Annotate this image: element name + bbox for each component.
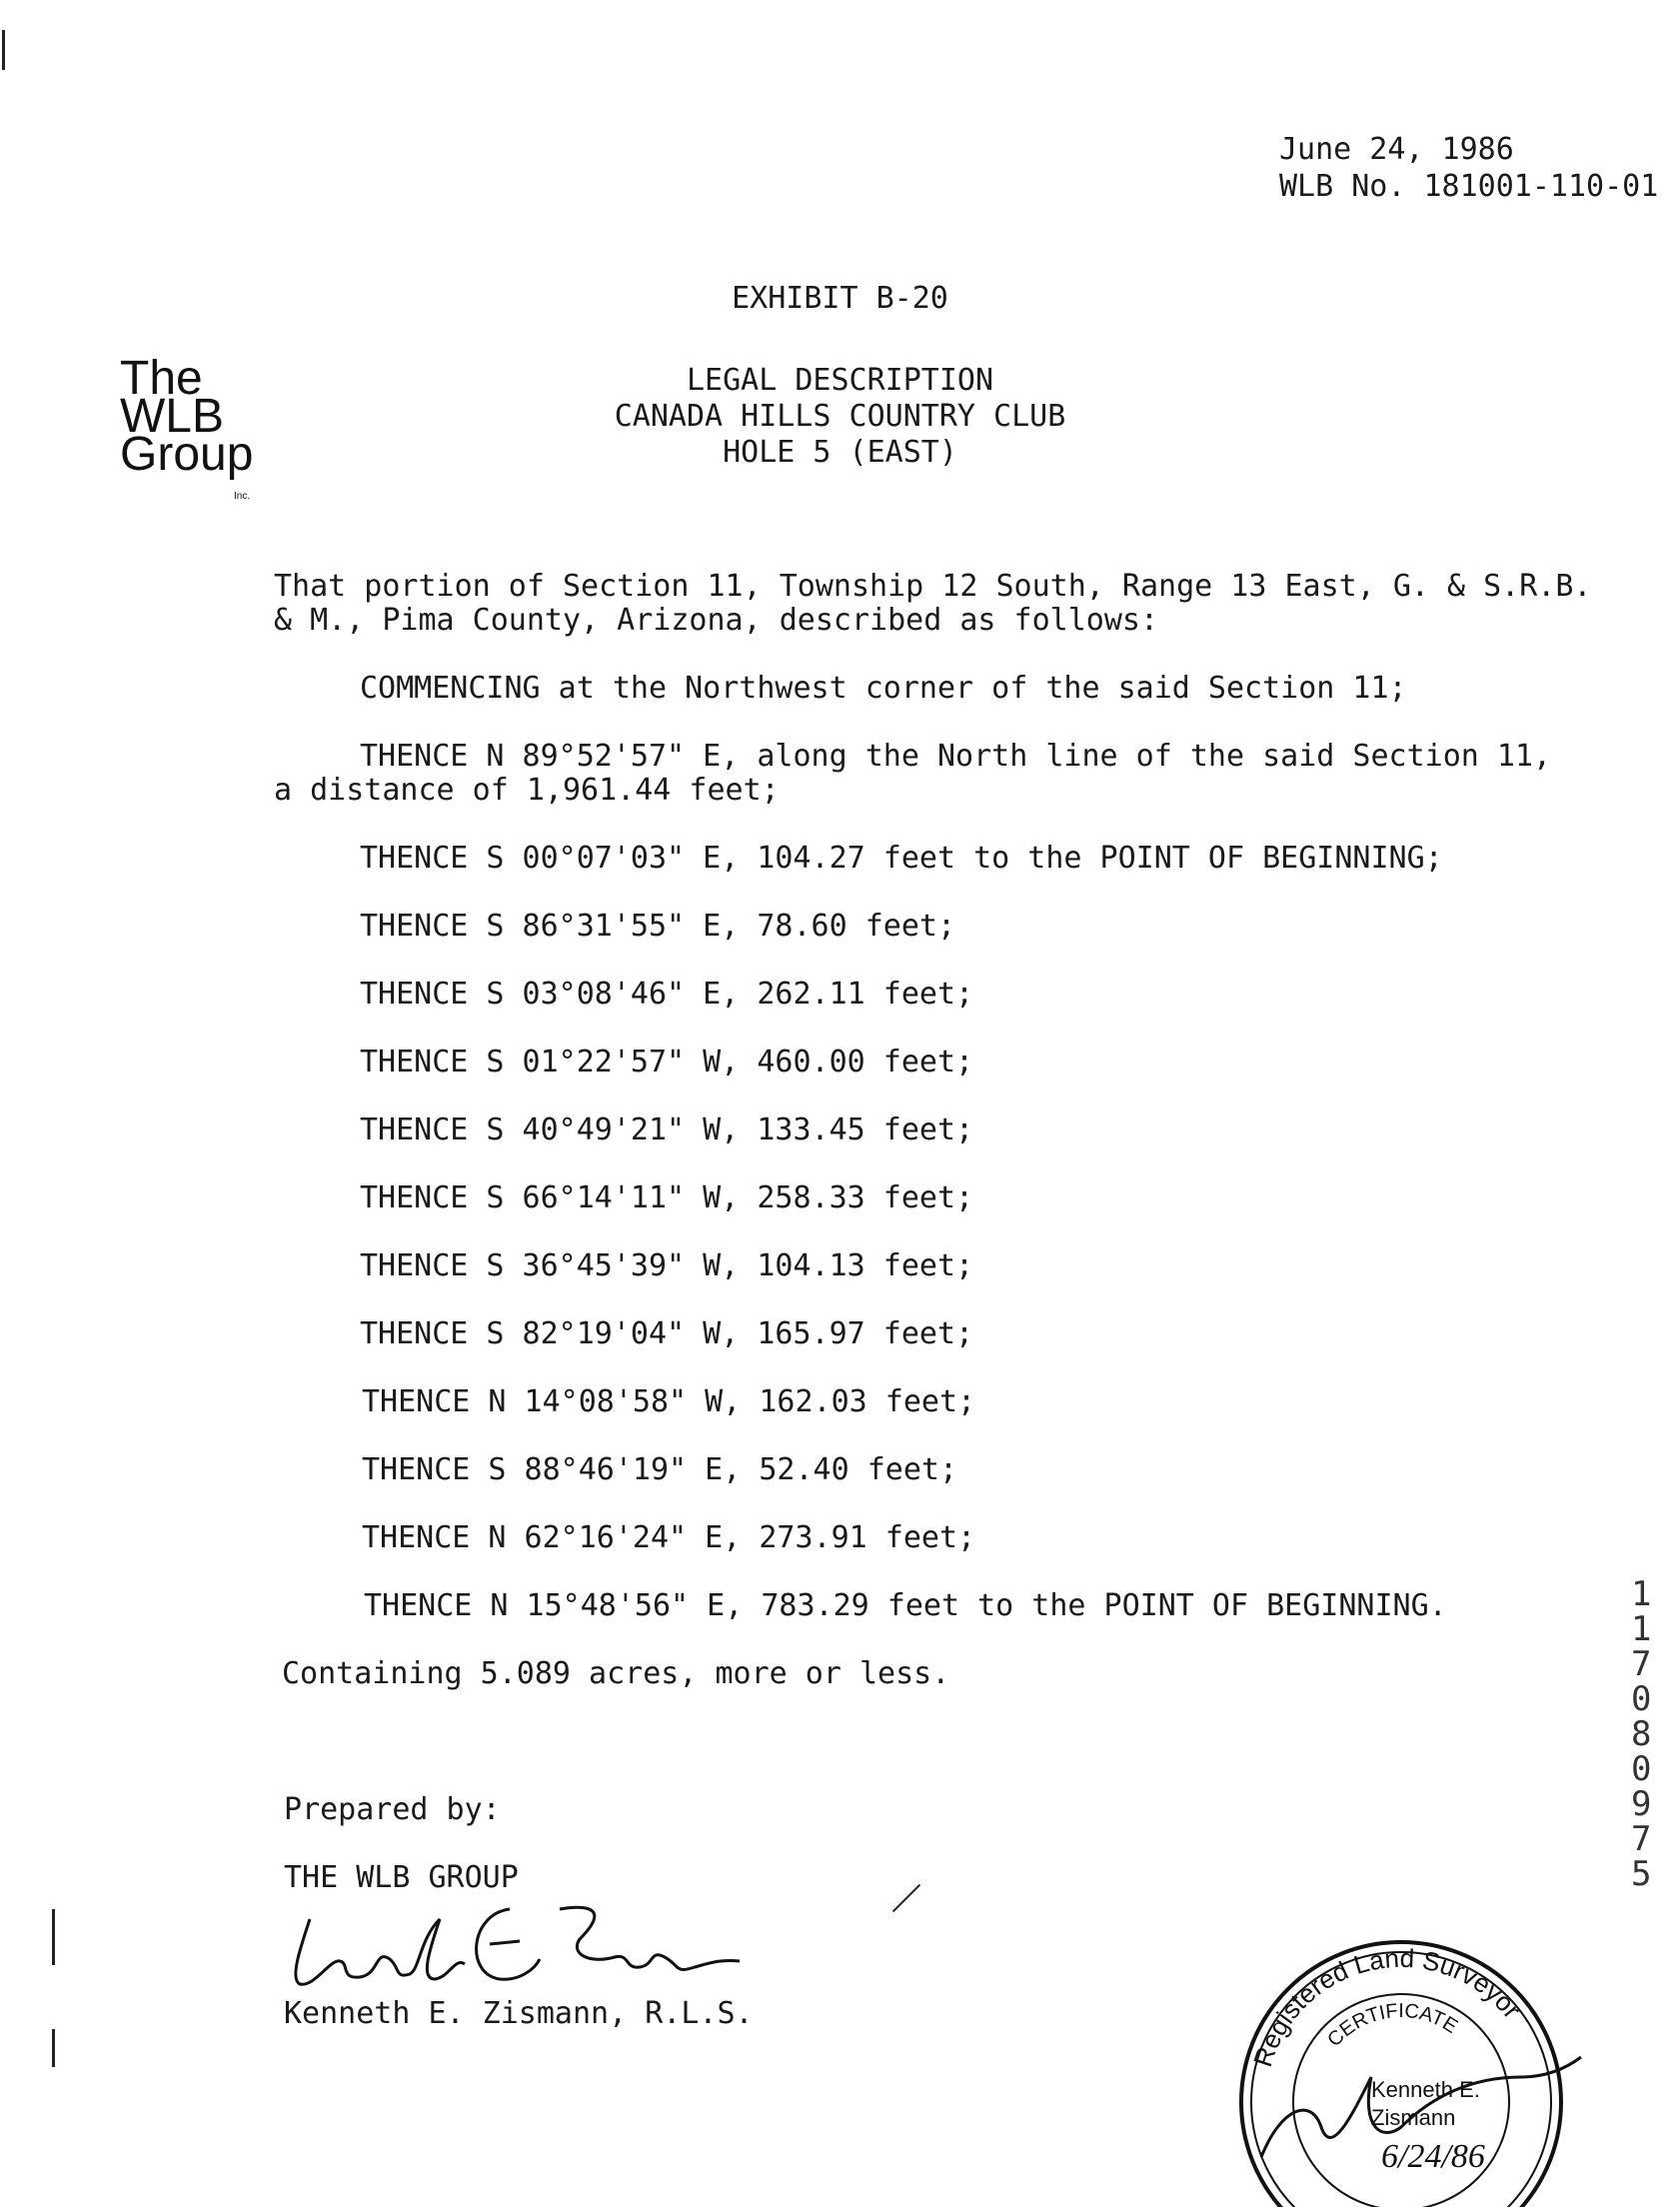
course-line: THENCE S 36°45'39" W, 104.13 feet; [360,1248,974,1283]
thence-first-line-1: THENCE N 89°52'57" E, along the North line of the said Section 11, [360,739,1552,774]
intro-line-1: That portion of Section 11, Township 12 South, Range 13 East, G. & S.R.B. [274,569,1592,604]
seal-date: 6/24/86 [1381,2138,1485,2175]
title-line-3: HOLE 5 (EAST) [723,435,957,470]
exhibit-label: EXHIBIT B-20 [732,281,948,316]
course-line: THENCE S 86°31'55" E, 78.60 feet; [360,909,956,944]
seal-name-1: Kenneth E. [1371,2077,1480,2102]
prepared-by-label: Prepared by: [284,1792,501,1827]
title-line-1: LEGAL DESCRIPTION [686,363,994,398]
course-line: THENCE N 14°08'58" W, 162.03 feet; [362,1384,976,1419]
scan-mark [892,1884,920,1912]
side-digit: 8 [1631,1714,1652,1754]
course-line: THENCE S 01°22'57" W, 460.00 feet; [360,1045,974,1080]
wlb-number: WLB No. 181001-110-01 [1279,169,1659,204]
logo-line-3: Group [120,428,254,481]
side-digit: 0 [1631,1749,1652,1789]
course-line: THENCE S 82°19'04" W, 165.97 feet; [360,1316,974,1351]
scan-mark [52,2029,55,2067]
thence-first-line-2: a distance of 1,961.44 feet; [274,773,780,808]
course-line: THENCE N 15°48'56" E, 783.29 feet to the POINT OF BEGINNING. [364,1588,1447,1623]
course-line: THENCE S 40°49'21" W, 133.45 feet; [360,1112,974,1147]
course-line: THENCE S 88°46'19" E, 52.40 feet; [362,1452,958,1487]
handwritten-signature [270,1879,750,2009]
seal-name-2: Zismann [1371,2105,1456,2130]
side-document-number [1631,1574,1652,1894]
side-digit: 9 [1631,1784,1652,1824]
title-line-2: CANADA HILLS COUNTRY CLUB [614,399,1066,434]
logo-line-2: WLB [120,390,225,443]
intro-line-2: & M., Pima County, Arizona, described as follows: [274,603,1159,638]
side-digit: 7 [1631,1644,1652,1684]
seal-inner-text: CERTIFICATE [1323,1999,1462,2052]
seal-top-text: Registered Land Surveyor [1247,1942,1528,2071]
commencing-paragraph: COMMENCING at the Northwest corner of the said Section 11; [360,671,1407,706]
signer-name: Kenneth E. Zismann, R.L.S. [284,1996,754,2031]
scan-mark [2,30,5,70]
course-line: THENCE N 62°16'24" E, 273.91 feet; [362,1520,976,1555]
course-line: THENCE S 00°07'03" E, 104.27 feet to the POINT OF BEGINNING; [360,841,1443,876]
logo-suffix: Inc. [234,491,251,502]
scan-mark [52,1909,55,1965]
course-line: THENCE S 66°14'11" W, 258.33 feet; [360,1180,974,1215]
side-digit: 0 [1631,1679,1652,1719]
course-line: THENCE S 03°08'46" E, 262.11 feet; [360,977,974,1012]
logo-line-1: The [120,352,203,405]
prepared-by-company: THE WLB GROUP [284,1860,519,1895]
side-digit: 1 [1631,1574,1652,1614]
surveyor-seal [1221,1927,1591,2207]
containing-acreage: Containing 5.089 acres, more or less. [282,1656,950,1691]
side-digit: 5 [1631,1854,1652,1894]
side-digit: 1 [1631,1609,1652,1649]
side-digit: 7 [1631,1819,1652,1859]
document-date: June 24, 1986 [1279,132,1514,167]
